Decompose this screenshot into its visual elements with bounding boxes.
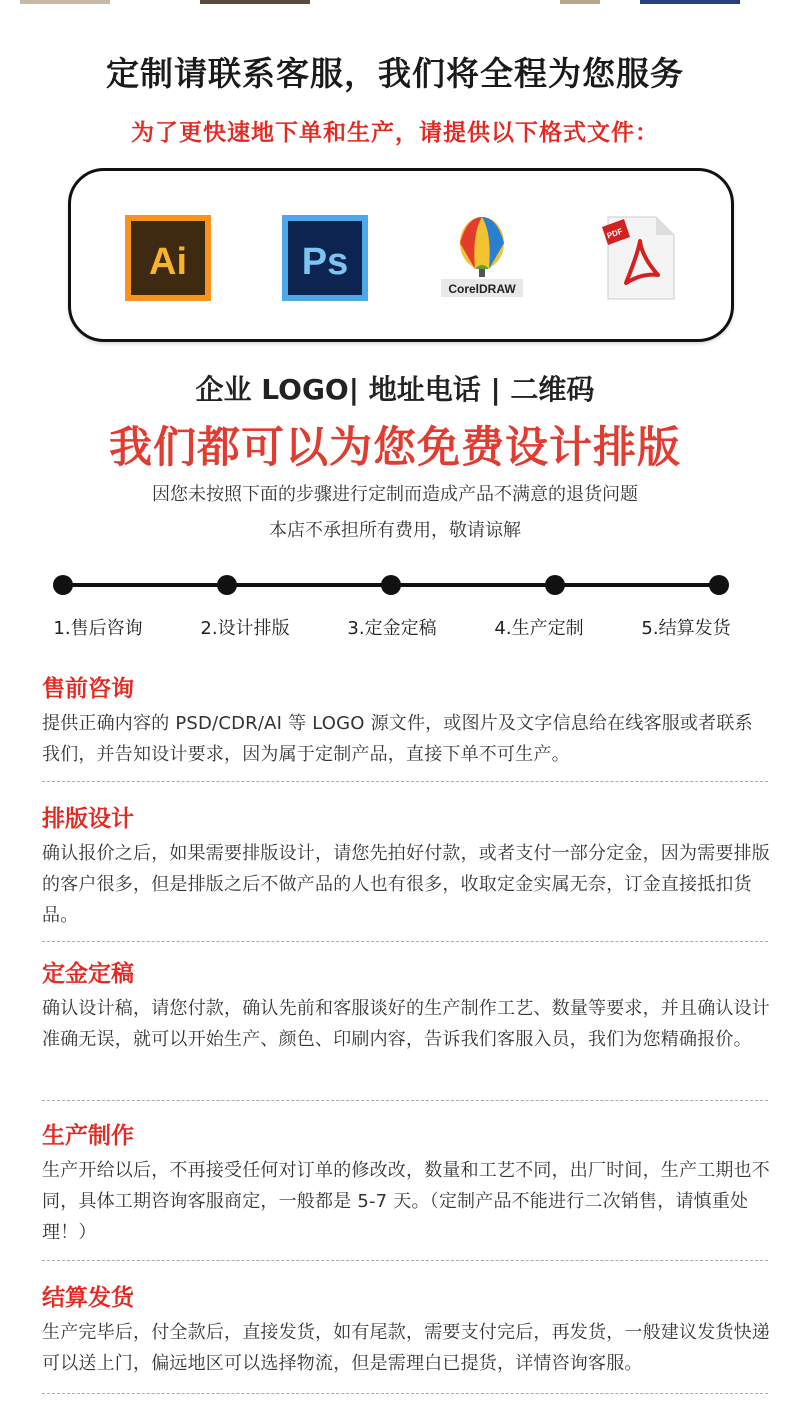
step-label-2: 2.设计排版 (200, 618, 290, 639)
design-items-line: 企业 LOGO| 地址电话 | 二维码 (195, 373, 595, 406)
section-title: 排版设计 (42, 806, 134, 832)
file-formats-box (68, 168, 734, 342)
coreldraw-icon (437, 213, 527, 303)
free-design-headline: 我们都可以为您免费设计排版 (109, 423, 681, 473)
illustrator-icon (123, 213, 213, 303)
section-divider (42, 781, 768, 782)
section-divider (42, 1260, 768, 1261)
section-divider (42, 1100, 768, 1101)
section-deposit (42, 959, 770, 1055)
step-dot-4 (545, 575, 565, 595)
top-image-strip (0, 0, 790, 6)
section-layout-design (42, 804, 770, 931)
illustrator-label: Ai (149, 241, 187, 283)
section-divider (42, 941, 768, 942)
section-title: 售前咨询 (42, 676, 134, 702)
pdf-icon (594, 213, 684, 303)
section-body: 确认设计稿，请您付款，确认先前和客服谈好的生产制作工艺、数量等要求，并且确认设计准确无误，就可以开始生产、颜色、印刷内容，告诉我们客服入员，我们为您精确报价。 (42, 998, 770, 1050)
step-dot-3 (381, 575, 401, 595)
step-dot-1 (53, 575, 73, 595)
step-dot-2 (217, 575, 237, 595)
coreldraw-label: CorelDRAW (448, 282, 516, 296)
step-label-3: 3.定金定稿 (347, 618, 437, 639)
refund-note-line2: 本店不承担所有费用，敬请谅解 (269, 520, 521, 541)
photoshop-icon (280, 213, 370, 303)
section-production (42, 1121, 770, 1248)
section-divider (42, 1393, 768, 1394)
section-presale (42, 674, 770, 770)
section-body: 生产完毕后，付全款后，直接发货，如有尾款，需要支付完后，再发货，一般建议发货快递可以送上门，偏远地区可以选择物流，但是需理白已提货，详情咨询客服。 (42, 1322, 770, 1374)
section-title: 结算发货 (42, 1285, 134, 1311)
step-label-1: 1.售后咨询 (53, 618, 143, 639)
refund-note-line1: 因您未按照下面的步骤进行定制而造成产品不满意的退货问题 (152, 484, 638, 505)
section-title: 定金定稿 (42, 961, 134, 987)
section-settlement (42, 1283, 770, 1379)
section-title: 生产制作 (42, 1123, 134, 1149)
page-title: 定制请联系客服，我们将全程为您服务 (106, 54, 684, 93)
step-label-4: 4.生产定制 (494, 618, 584, 639)
section-body: 生产开给以后，不再接受任何对订单的修改改，数量和工艺不同，出厂时间，生产工期也不同，具体工期咨询客服商定，一般都是 5-7 天。（定制产品不能进行二次销售，请慎重处理！） (42, 1160, 770, 1243)
step-label-5: 5.结算发货 (641, 618, 731, 639)
pdf-label: PDF (605, 226, 624, 241)
section-body: 提供正确内容的 PSD/CDR/AI 等 LOGO 源文件，或图片及文字信息给在线客服或者联系我们，并告知设计要求，因为属于定制产品，直接下单不可生产。 (42, 713, 753, 765)
section-body: 确认报价之后，如果需要排版设计，请您先拍好付款，或者支付一部分定金，因为需要排版的客户很多，但是排版之后不做产品的人也有很多，收取定金实属无奈，订金直接抵扣货品。 (42, 843, 770, 926)
formats-subtitle: 为了更快速地下单和生产，请提供以下格式文件： (131, 120, 659, 146)
photoshop-label: Ps (301, 241, 349, 283)
step-dot-5 (709, 575, 729, 595)
